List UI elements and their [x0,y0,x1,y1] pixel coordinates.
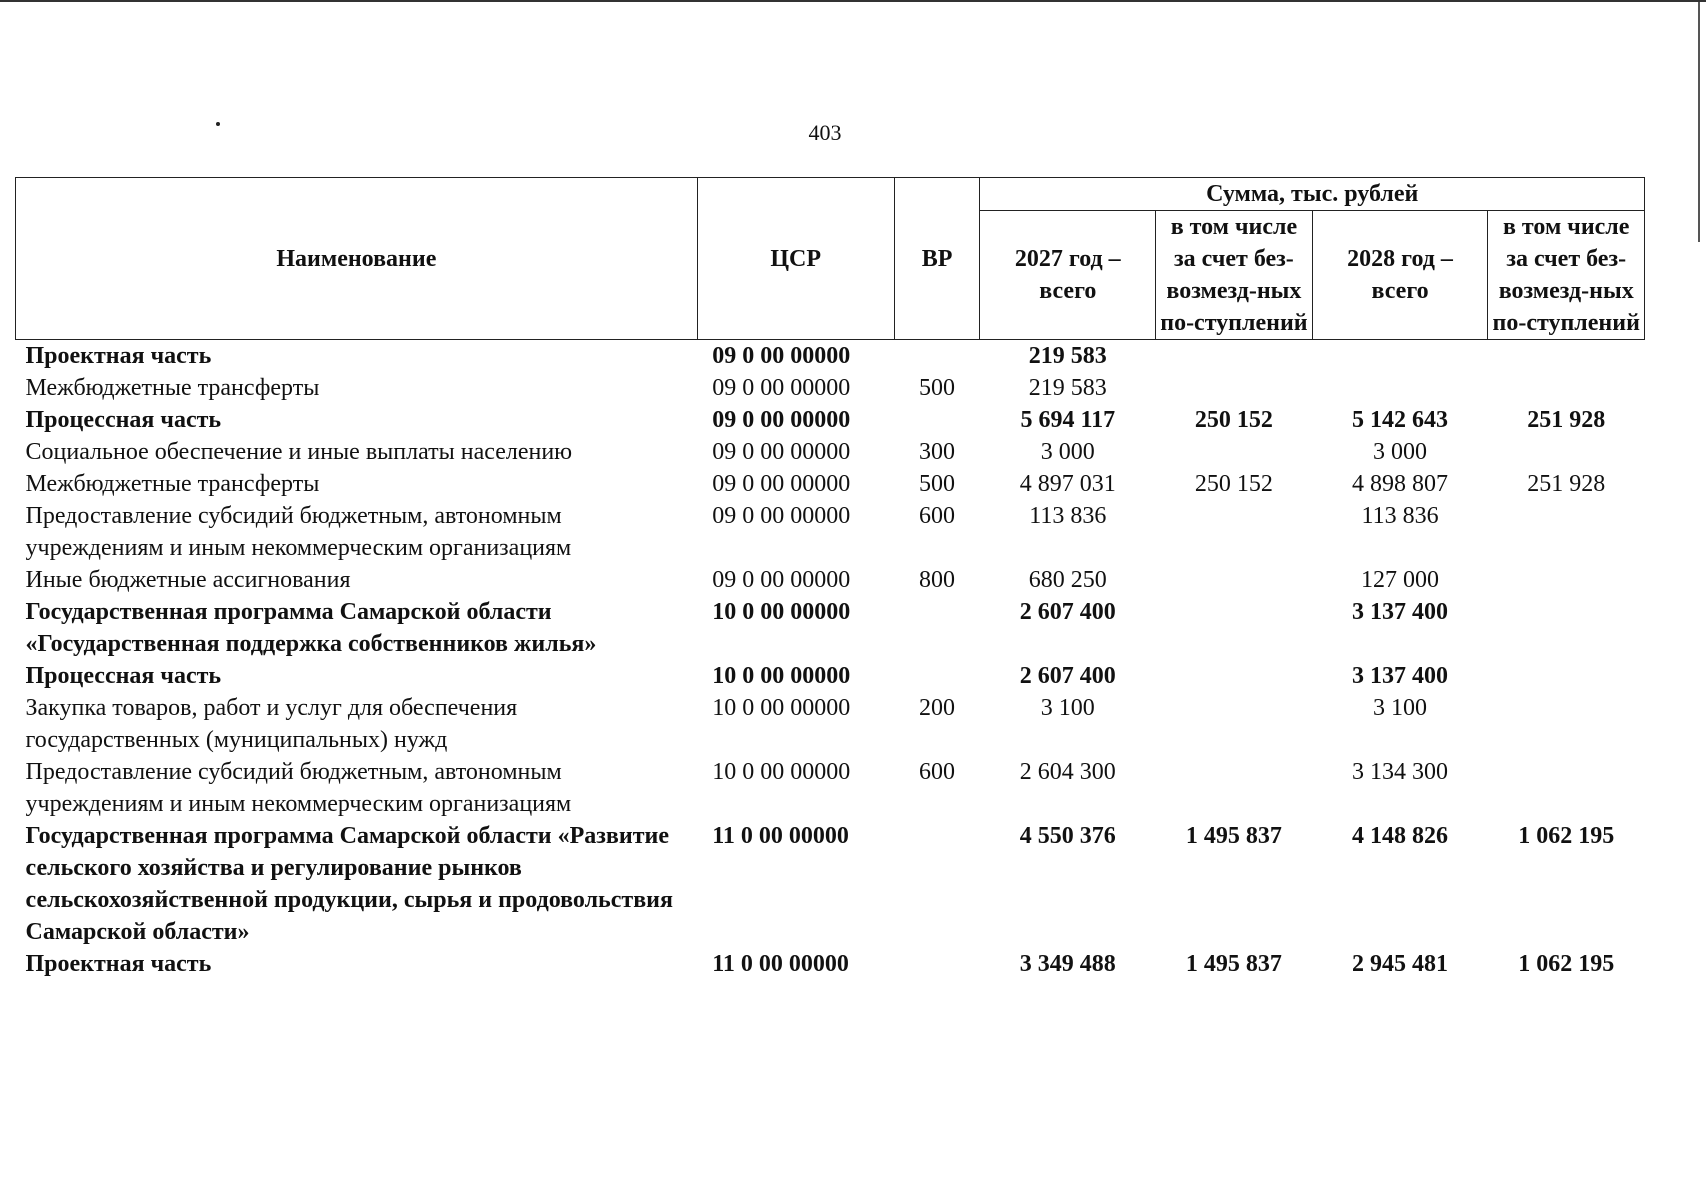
scan-right-edge [1698,2,1700,242]
table-row [16,500,1645,564]
table-row [16,340,1645,373]
budget-table [15,177,1645,980]
header-sum-group: Сумма, тыс. рублей [980,178,1645,211]
cell-grants-2027 [1156,564,1313,596]
cell-csr: 09 0 00 00000 [712,503,851,529]
cell-vr: 800 [919,567,956,593]
cell-total-2027: 219 583 [1028,343,1107,369]
cell-name: Социальное обеспечение и иные выплаты населению [25,439,573,465]
cell-grants-2028: 251 928 [1527,407,1606,433]
cell-total-2028: 4 898 807 [1352,471,1449,497]
cell-csr: 09 0 00 00000 [712,439,851,465]
cell-total-2028: 113 836 [1361,503,1439,529]
cell-vr: 500 [919,471,956,497]
table-header [16,178,1645,340]
header-name: Наименование [16,178,698,340]
cell-grants-2027 [1156,660,1313,692]
cell-total-2028: 3 137 400 [1352,663,1449,689]
cell-csr: 11 0 00 00000 [712,951,849,977]
table-row [16,660,1645,692]
cell-total-2028: 3 100 [1373,695,1428,721]
cell-name: Межбюджетные трансферты [25,471,320,497]
cell-total-2027: 3 000 [1040,439,1095,465]
table-row [16,564,1645,596]
table-row [16,692,1645,756]
header-vr: ВР [894,178,980,340]
cell-vr: 300 [919,439,956,465]
cell-grants-2027: 250 152 [1194,407,1273,433]
cell-vr [894,660,980,692]
cell-vr [894,948,980,980]
cell-total-2028: 2 945 481 [1352,951,1449,977]
cell-total-2027: 4 550 376 [1019,823,1116,849]
cell-name: Процессная часть [25,407,222,433]
cell-total-2028: 127 000 [1361,567,1440,593]
cell-grants-2028 [1488,500,1645,564]
page-number: 403 [808,120,842,145]
cell-csr: 11 0 00 00000 [712,823,849,849]
cell-grants-2028 [1488,596,1645,660]
cell-vr: 200 [919,695,956,721]
cell-grants-2028: 1 062 195 [1518,823,1615,849]
cell-csr: 10 0 00 00000 [712,759,851,785]
cell-total-2028: 3 000 [1373,439,1428,465]
cell-csr: 09 0 00 00000 [712,343,851,369]
table-row [16,948,1645,980]
cell-name: Государственная программа Самарской области «Государственная поддержка собственников жилья» [25,599,597,657]
table-body [16,340,1645,981]
cell-grants-2027: 250 152 [1194,471,1273,497]
cell-name: Иные бюджетные ассигнования [25,567,351,593]
cell-csr: 09 0 00 00000 [712,375,851,401]
cell-total-2028 [1312,340,1488,373]
header-total-2028: 2028 год – всего [1312,211,1488,340]
cell-grants-2028: 1 062 195 [1518,951,1615,977]
cell-grants-2028 [1488,436,1645,468]
cell-total-2027: 219 583 [1028,375,1107,401]
cell-name: Предоставление субсидий бюджетным, автономным учреждениям и иным некоммерческим организациям [25,503,572,561]
cell-total-2028: 3 134 300 [1352,759,1449,785]
header-csr: ЦСР [697,178,894,340]
cell-name: Межбюджетные трансферты [25,375,320,401]
cell-total-2027: 3 349 488 [1019,951,1116,977]
cell-grants-2028 [1488,372,1645,404]
cell-total-2028: 3 137 400 [1352,599,1449,625]
cell-vr: 600 [919,503,956,529]
cell-csr: 10 0 00 00000 [712,663,851,689]
cell-grants-2027 [1156,596,1313,660]
cell-total-2028 [1312,372,1488,404]
cell-grants-2028 [1488,660,1645,692]
cell-total-2027: 2 607 400 [1019,663,1116,689]
cell-vr: 600 [919,759,956,785]
cell-vr [894,404,980,436]
cell-csr: 09 0 00 00000 [712,567,851,593]
cell-grants-2027: 1 495 837 [1185,951,1282,977]
cell-name: Государственная программа Самарской области «Развитие сельского хозяйства и регулирование рынков сельскохозяйственной продукции, сырья и продовольствия Самарской области» [25,823,673,945]
table-row [16,436,1645,468]
cell-name: Процессная часть [25,663,222,689]
cell-grants-2028 [1488,692,1645,756]
cell-name: Закупка товаров, работ и услуг для обеспечения государственных (муниципальных) нужд [25,695,518,753]
header-grants-2027: в том числе за счет без-возмезд-ных по-ступлений [1156,211,1313,340]
cell-total-2027: 113 836 [1029,503,1107,529]
cell-name: Предоставление субсидий бюджетным, автономным учреждениям и иным некоммерческим организациям [25,759,572,817]
table-row [16,820,1645,948]
header-grants-2028: в том числе за счет без-возмезд-ных по-ступлений [1488,211,1645,340]
cell-csr: 10 0 00 00000 [712,599,851,625]
cell-total-2028: 5 142 643 [1352,407,1449,433]
cell-name: Проектная часть [25,343,212,369]
cell-total-2027: 2 604 300 [1019,759,1116,785]
cell-vr [894,596,980,660]
cell-csr: 09 0 00 00000 [712,407,851,433]
cell-vr [894,340,980,373]
cell-grants-2027 [1156,500,1313,564]
cell-grants-2027 [1156,692,1313,756]
table-row [16,372,1645,404]
cell-grants-2027 [1156,372,1313,404]
cell-grants-2028 [1488,564,1645,596]
cell-grants-2027 [1156,756,1313,820]
cell-name: Проектная часть [25,951,212,977]
cell-csr: 10 0 00 00000 [712,695,851,721]
cell-grants-2028 [1488,756,1645,820]
header-total-2027: 2027 год – всего [980,211,1156,340]
cell-total-2027: 3 100 [1040,695,1095,721]
cell-total-2027: 2 607 400 [1019,599,1116,625]
cell-grants-2028: 251 928 [1527,471,1606,497]
table-row [16,468,1645,500]
table-row [16,756,1645,820]
cell-grants-2028 [1488,340,1645,373]
cell-total-2028: 4 148 826 [1352,823,1449,849]
cell-total-2027: 680 250 [1028,567,1107,593]
cell-vr: 500 [919,375,956,401]
table-row [16,596,1645,660]
cell-grants-2027 [1156,436,1313,468]
cell-grants-2027 [1156,340,1313,373]
cell-total-2027: 5 694 117 [1020,407,1116,433]
scan-top-edge [0,0,1706,2]
cell-vr [894,820,980,948]
scan-speck [216,122,220,126]
cell-csr: 09 0 00 00000 [712,471,851,497]
cell-grants-2027: 1 495 837 [1185,823,1282,849]
table-row [16,404,1645,436]
cell-total-2027: 4 897 031 [1019,471,1116,497]
